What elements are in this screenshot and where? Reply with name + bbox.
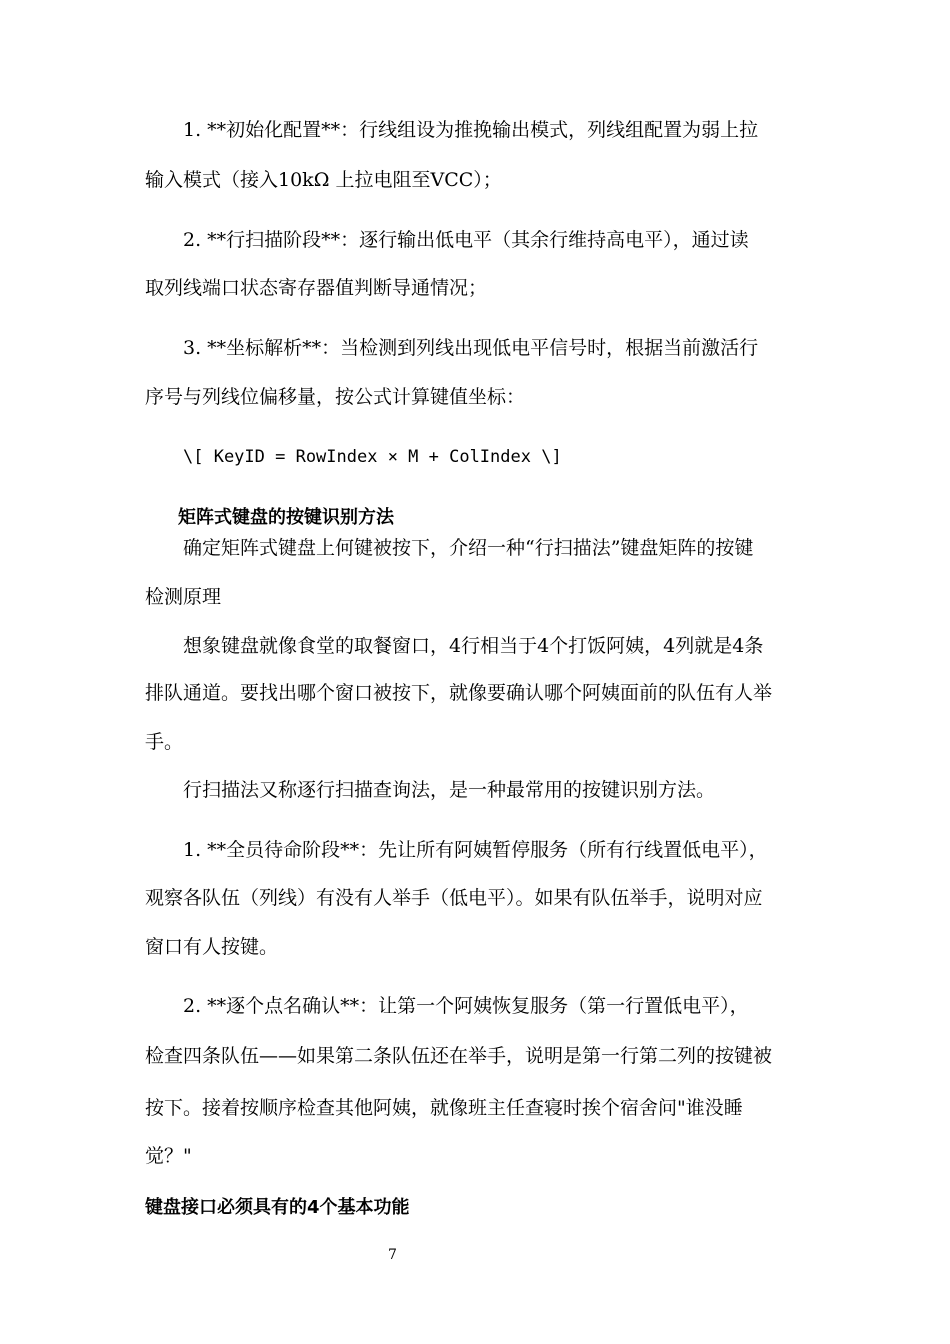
page-number: 7 bbox=[388, 1247, 397, 1263]
list-item-1-line-1: 1. **初始化配置**：行线组设为推挽输出模式，列线组配置为弱上拉 bbox=[183, 119, 759, 141]
paragraph-1-line-1: 确定矩阵式键盘上何键被按下，介绍一种“行扫描法”键盘矩阵的按键 bbox=[183, 537, 754, 559]
step-1-line-1: 1. **全员待命阶段**：先让所有阿姨暂停服务（所有行线置低电平）， bbox=[183, 839, 768, 861]
list-item-1-line-2: 输入模式（接入10kΩ 上拉电阻至VCC）； bbox=[145, 169, 502, 191]
step-1-line-2: 观察各队伍（列线）有没有人举手（低电平）。如果有队伍举手，说明对应 bbox=[145, 887, 763, 909]
step-2-line-4: 觉？" bbox=[145, 1145, 192, 1167]
paragraph-1-line-2: 检测原理 bbox=[145, 586, 222, 608]
paragraph-2-line-1: 想象键盘就像食堂的取餐窗口，4行相当于4个打饭阿姨，4列就是4条 bbox=[183, 635, 764, 657]
step-2-line-2: 检查四条队伍——如果第二条队伍还在举手，说明是第一行第二列的按键被 bbox=[145, 1045, 773, 1067]
paragraph-3-line-1: 行扫描法又称逐行扫描查询法，是一种最常用的按键识别方法。 bbox=[183, 779, 716, 801]
list-item-2-line-2: 取列线端口状态寄存器值判断导通情况； bbox=[145, 277, 488, 299]
step-2-line-3: 按下。接着按顺序检查其他阿姨，就像班主任查寝时挨个宿舍问"谁没睡 bbox=[145, 1097, 743, 1119]
list-item-2-line-1: 2. **行扫描阶段**：逐行输出低电平（其余行维持高电平），通过读 bbox=[183, 229, 749, 251]
step-1-line-3: 窗口有人按键。 bbox=[145, 936, 279, 958]
section-heading: 矩阵式键盘的按键识别方法 bbox=[178, 507, 394, 528]
list-item-3-line-2: 序号与列线位偏移量，按公式计算键值坐标： bbox=[145, 386, 526, 408]
list-item-3-line-1: 3. **坐标解析**：当检测到列线出现低电平信号时，根据当前激活行 bbox=[183, 337, 759, 359]
paragraph-2-line-2: 排队通道。要找出哪个窗口被按下，就像要确认哪个阿姨面前的队伍有人举 bbox=[145, 682, 773, 704]
paragraph-2-line-3: 手。 bbox=[145, 731, 184, 753]
formula: \[ KeyID = RowIndex × M + ColIndex \] bbox=[183, 447, 562, 467]
section-heading-2: 键盘接口必须具有的4个基本功能 bbox=[145, 1197, 410, 1218]
step-2-line-1: 2. **逐个点名确认**：让第一个阿姨恢复服务（第一行置低电平）， bbox=[183, 995, 749, 1017]
